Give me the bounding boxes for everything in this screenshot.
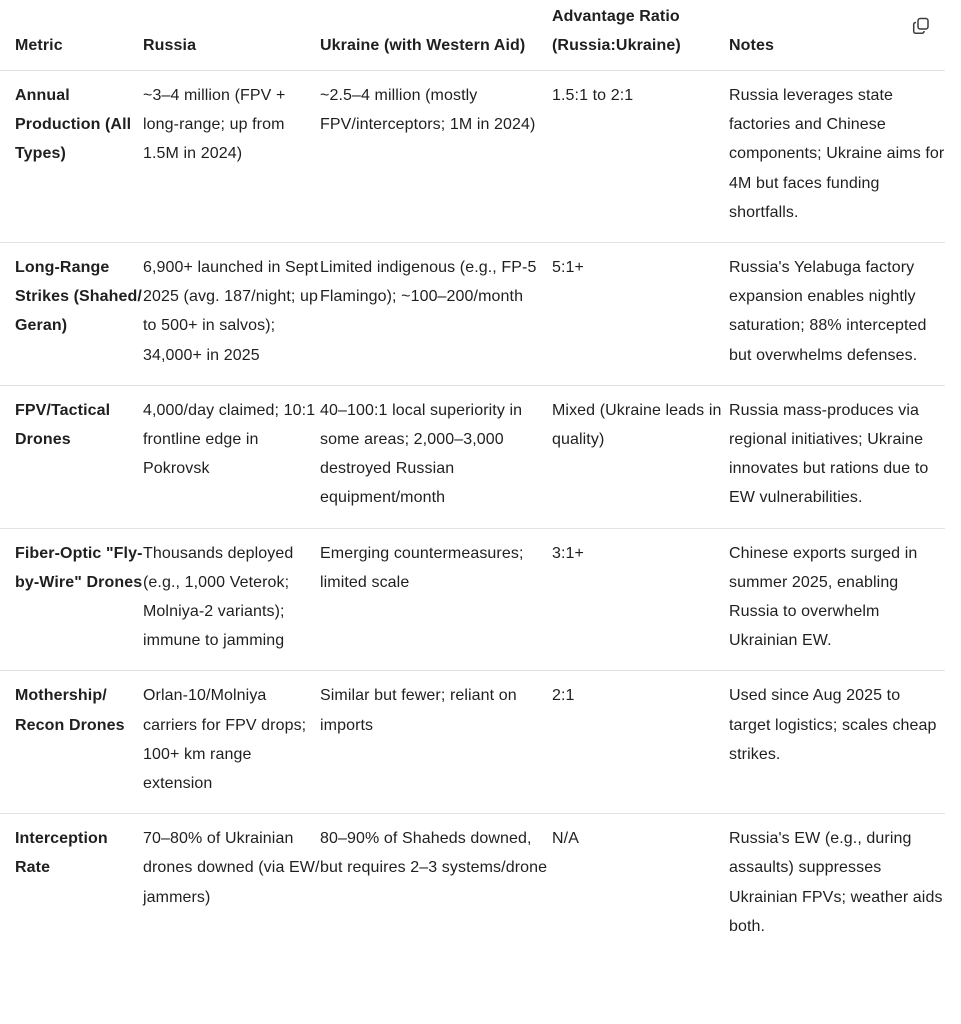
notes-cell: Russia's EW (e.g., during assaults) suppresses Ukrainian FPVs; weather aids both.	[729, 830, 943, 935]
notes-cell: Chinese exports surged in summer 2025, enabling Russia to overwhelm Ukrainian EW.	[729, 528, 945, 671]
notes-cell: Russia mass-produces via regional initiatives; Ukraine innovates but rations due to EW vulnerabilities.	[729, 385, 945, 528]
metric-cell: Long-Range Strikes (Shahed/ Geran)	[0, 243, 143, 386]
russia-cell: 70–80% of Ukrainian drones downed (via EW/ jammers)	[143, 830, 320, 906]
ukraine-cell: 40–100:1 local superiority in some areas; 2,000–3,000 destroyed Russian equipment/month	[320, 385, 552, 528]
ukraine-cell: ~2.5–4 million (mostly FPV/interceptors; 1M in 2024)	[320, 71, 552, 243]
metric-cell: Fiber-Optic "Fly-by-Wire" Drones	[0, 528, 143, 671]
table-row	[0, 528, 945, 671]
table-header-row	[0, 0, 945, 71]
ukraine-cell: Similar but fewer; reliant on imports	[320, 671, 552, 814]
ukraine-cell: Limited indigenous (e.g., FP-5 Flamingo); ~100–200/month	[320, 243, 552, 386]
russia-cell: 6,900+ launched in Sept 2025 (avg. 187/night; up to 500+ in salvos); 34,000+ in 2025	[143, 243, 320, 386]
header-russia: Russia	[143, 0, 320, 71]
header-ukraine: Ukraine (with Western Aid)	[320, 0, 552, 71]
ukraine-cell: 80–90% of Shaheds downed, but requires 2–3 systems/drone	[320, 830, 548, 877]
russia-cell: Thousands deployed (e.g., 1,000 Veterok; Molniya-2 variants); immune to jamming	[143, 528, 320, 671]
metric-cell: Interception Rate	[15, 830, 108, 877]
metric-cell: Annual Production (All Types)	[0, 71, 143, 243]
notes-cell: Russia's Yelabuga factory expansion enables nightly saturation; 88% intercepted but overwhelms defenses.	[729, 243, 945, 386]
notes-cell: Used since Aug 2025 to target logistics; scales cheap strikes.	[729, 671, 945, 814]
ratio-cell: 5:1+	[552, 243, 729, 386]
ratio-cell: 1.5:1 to 2:1	[552, 71, 729, 243]
header-advantage-ratio: Advantage Ratio (Russia:Ukraine)	[552, 0, 729, 71]
table-row	[0, 814, 945, 956]
russia-cell: Orlan-10/Molniya carriers for FPV drops; 100+ km range extension	[143, 671, 320, 814]
metric-cell: Mothership/ Recon Drones	[0, 671, 143, 814]
table-row	[0, 671, 945, 814]
ratio-cell: Mixed (Ukraine leads in quality)	[552, 385, 729, 528]
table-row	[0, 71, 945, 243]
metric-cell: FPV/Tactical Drones	[0, 385, 143, 528]
russia-cell: 4,000/day claimed; 10:1 frontline edge in Pokrovsk	[143, 385, 320, 528]
ratio-cell: 3:1+	[552, 528, 729, 671]
ukraine-cell: Emerging countermeasures; limited scale	[320, 528, 552, 671]
ratio-cell: 2:1	[552, 671, 729, 814]
table-row	[0, 385, 945, 528]
notes-cell: Russia leverages state factories and Chinese components; Ukraine aims for 4M but faces funding shortfalls.	[729, 71, 945, 243]
russia-cell: ~3–4 million (FPV + long-range; up from 1.5M in 2024)	[143, 71, 320, 243]
table-row	[0, 243, 945, 386]
header-metric: Metric	[0, 0, 143, 71]
ratio-cell: N/A	[552, 830, 579, 848]
header-notes: Notes	[729, 0, 945, 71]
